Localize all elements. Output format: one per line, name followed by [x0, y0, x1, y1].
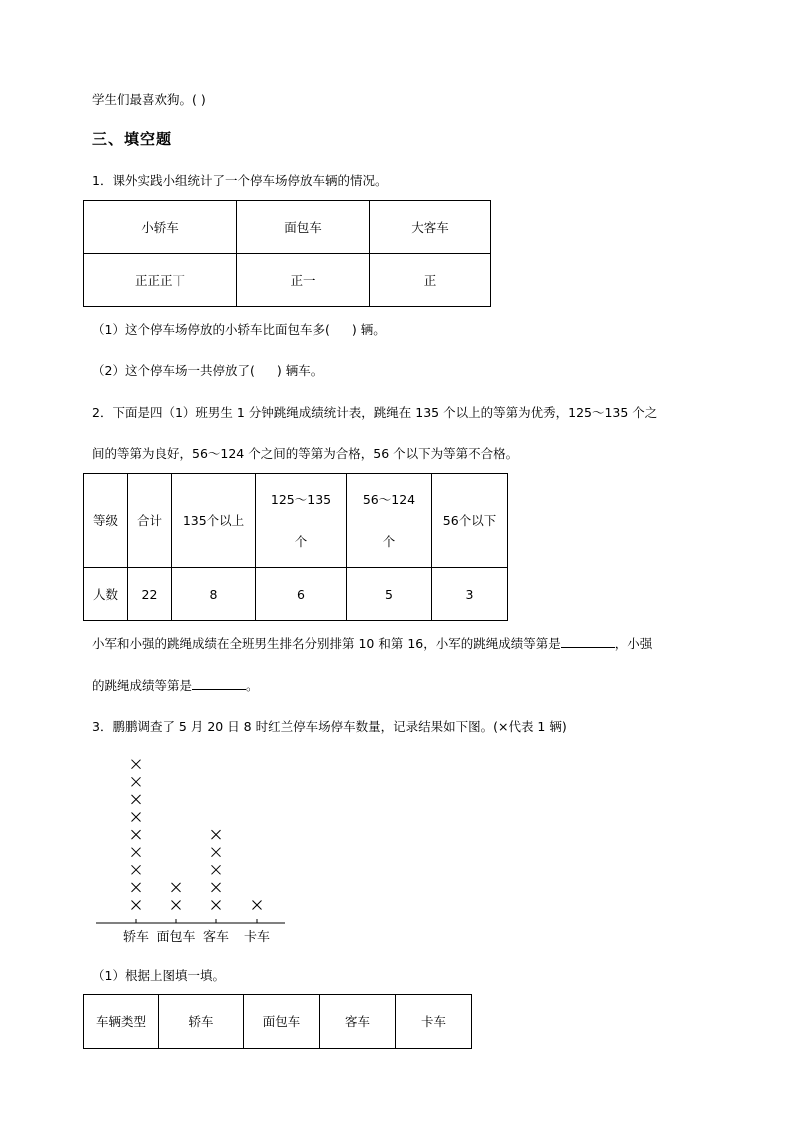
q3-header-truck: 卡车	[396, 995, 472, 1049]
q3-stem: 3．鹏鹏调查了 5 月 20 日 8 时红兰停车场停车数量，记录结果如下图。(×代表 1 辆)	[92, 719, 567, 734]
cross-mark	[132, 901, 141, 910]
range-text: 56～124	[362, 491, 416, 507]
cross-mark	[212, 830, 221, 839]
q1-sub2-end: ) 辆车。	[276, 363, 324, 378]
cross-mark	[132, 795, 141, 804]
cross-mark	[132, 760, 141, 769]
q1-sub2-text: （2）这个停车场一共停放了(	[92, 363, 255, 378]
q1-table	[83, 200, 491, 307]
q1-header-van: 面包车	[237, 201, 370, 254]
q2-row-label: 人数	[84, 568, 128, 621]
intro-line: 学生们最喜欢狗。( )	[92, 92, 206, 107]
q2-header-above135: 135个以上	[172, 474, 256, 568]
q2-value-above135: 8	[172, 568, 256, 621]
q3-header-car: 轿车	[159, 995, 244, 1049]
q3-table	[83, 994, 472, 1049]
q3-sub1: （1）根据上图填一填。	[92, 968, 225, 983]
cross-mark	[132, 865, 141, 874]
cross-mark	[172, 883, 181, 892]
range-unit: 个	[382, 533, 396, 549]
q2-stem-line1: 2．下面是四（1）班男生 1 分钟跳绳成绩统计表，跳绳在 135 个以上的等第为优秀，125～135 个之	[92, 405, 658, 420]
tally-text: 正正正	[134, 272, 173, 288]
q2-value-total: 22	[128, 568, 172, 621]
category-label: 卡车	[243, 930, 271, 945]
cross-mark	[212, 901, 221, 910]
category-label: 面包车	[156, 930, 196, 945]
q3-header-van: 面包车	[244, 995, 320, 1049]
q2-header-125-135	[256, 474, 347, 568]
q3-header-bus: 客车	[320, 995, 396, 1049]
q1-header-car: 小轿车	[84, 201, 237, 254]
q1-stem: 1．课外实践小组统计了一个停车场停放车辆的情况。	[92, 173, 388, 188]
q2-header-grade: 等级	[84, 474, 128, 568]
q2-answer-line1	[92, 634, 652, 652]
range-text: 125～135	[270, 491, 332, 507]
q1-sub1-text: （1）这个停车场停放的小轿车比面包车多(	[92, 322, 330, 337]
q2-header-below56: 56个以下	[432, 474, 508, 568]
chart-labels	[123, 929, 270, 945]
q2-table	[83, 473, 508, 621]
category-label: 客车	[202, 930, 230, 945]
q1-header-bus: 大客车	[370, 201, 491, 254]
q2-stem-line2: 间的等第为良好，56～124 个之间的等第为合格，56 个以下为等第不合格。	[92, 446, 519, 461]
chart-marks	[132, 760, 262, 923]
q1-sub2	[92, 361, 323, 379]
q1-tally-van: 正一	[237, 254, 370, 307]
q2-value-below56: 3	[432, 568, 508, 621]
cross-mark	[132, 830, 141, 839]
q3-header-type: 车辆类型	[84, 995, 159, 1049]
category-label: 轿车	[122, 930, 150, 945]
cross-mark	[212, 883, 221, 892]
q2-answer-text: 的跳绳成绩等第是	[92, 678, 193, 693]
cross-mark	[212, 865, 221, 874]
q1-tally-bus: 正	[370, 254, 491, 307]
q2-header-56-124	[347, 474, 432, 568]
tally-partial: 丅	[172, 272, 186, 288]
q2-header-total: 合计	[128, 474, 172, 568]
q2-blank-xiaoqiang[interactable]	[192, 678, 246, 690]
cross-mark	[253, 901, 262, 910]
q2-answer-text: 小军和小强的跳绳成绩在全班男生排名分别排第 10 和第 16，小军的跳绳成绩等第是	[92, 636, 561, 651]
q1-sub1	[92, 320, 386, 338]
cross-mark	[172, 901, 181, 910]
cross-mark	[132, 883, 141, 892]
q2-answer-line2	[92, 676, 259, 694]
cross-mark	[132, 848, 141, 857]
q2-answer-end: 。	[246, 678, 259, 693]
q2-value-56-124: 5	[347, 568, 432, 621]
cross-mark	[132, 777, 141, 786]
q2-blank-xiaojun[interactable]	[561, 636, 615, 648]
cross-mark	[212, 848, 221, 857]
section-title: 三、填空题	[92, 130, 173, 148]
q2-value-125-135: 6	[256, 568, 347, 621]
range-unit: 个	[294, 533, 308, 549]
q1-tally-car	[84, 254, 237, 307]
q1-sub1-end: ) 辆。	[351, 322, 386, 337]
q2-answer-end: ，小强	[614, 636, 653, 651]
cross-mark	[132, 813, 141, 822]
q3-cross-chart	[90, 752, 290, 952]
